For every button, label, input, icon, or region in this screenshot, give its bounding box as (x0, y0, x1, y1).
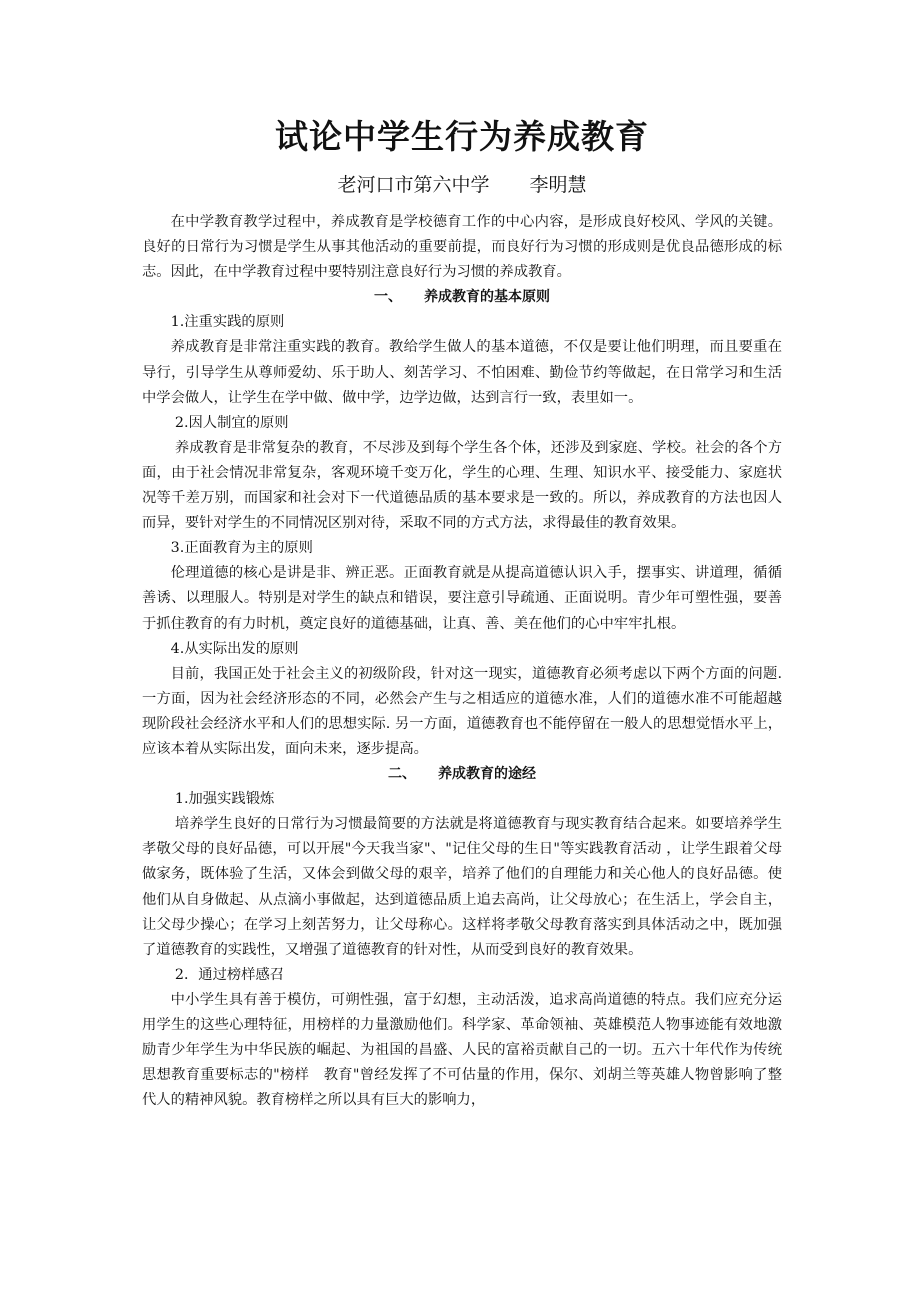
section-title: 养成教育的基本原则 (424, 289, 550, 306)
subsection-heading: 2.因人制宜的原则 (174, 414, 289, 431)
document-body (142, 112, 782, 1113)
document-title: 试论中学生行为养成教育 (275, 117, 649, 156)
author-name: 李明慧 (529, 174, 587, 196)
intro-paragraph: 在中学教育教学过程中，养成教育是学校德育工作的中心内容，是形成良好校风、学风的关键。良好的日常行为习惯是学生从事其他活动的重要前提，而良好行为习惯的形成则是优良品德形成的标志。因此，在中学教育过程中要特别注意良好行为习惯的养成教育。 (142, 214, 782, 281)
body-paragraph: 养成教育是非常注重实践的教育。教给学生做人的基本道德，不仅是要让他们明理，而且要重在导行，引导学生从尊师爱幼、乐于助人、刻苦学习、不怕困难、勤俭节约等做起，在日常学习和生活中学会做人，让学生在学中做、做中学，边学边做，达到言行一致，表里如一。 (142, 339, 782, 406)
subsection-heading: 1.注重实践的原则 (170, 314, 285, 331)
author-school: 老河口市第六中学 (337, 174, 490, 196)
subsection-heading: 2．通过榜样感召 (174, 966, 285, 983)
author-line (142, 168, 782, 202)
body-paragraph: 培养学生良好的日常行为习惯最简要的方法就是将道德教育与现实教育结合起来。如要培养学生孝敬父母的良好品德，可以开展"今天我当家"、"记住父母的生日"等实践教育活动 ，让学生跟着父母做家务，既体验了生活，又体会到做父母的艰辛，培养了他们的自理能力和关心他人的良好品德。使他们从自身做起、从点滴小事做起，达到道德品质上追去高尚，让父母放心；在生活上，学会自主，让父母少操心；在学习上刻苦努力，让父母称心。这样将孝敬父母教育落实到具体活动之中，既加强了道德教育的实践性，又增强了道德教育的针对性，从而受到良好的教育效果。 (142, 816, 782, 958)
body-paragraph: 养成教育是非常复杂的教育，不尽涉及到每个学生各个体，还涉及到家庭、学校。社会的各个方面，由于社会情况非常复杂，客观环境千变万化，学生的心理、生理、知识水平、接受能力、家庭状况等千差万别，而国家和社会对下一代道德品质的基本要求是一致的。所以，养成教育的方法也因人而异，要针对学生的不同情况区别对待，采取不同的方式方法，求得最佳的教育效果。 (142, 439, 782, 532)
section-number: 一、 (374, 289, 402, 306)
body-paragraph: 伦理道德的核心是讲是非、辨正恶。正面教育就是从提高道德认识入手，摆事实、讲道理，循循善诱、以理服人。特别是对学生的缺点和错误，要注意引导疏通、正面说明。青少年可塑性强，要善于抓住教育的有力时机，奠定良好的道德基础，让真、善、美在他们的心中牢牢扎根。 (142, 565, 782, 632)
section-heading-1 (142, 285, 782, 310)
subsection-heading: 1.加强实践锻炼 (174, 791, 275, 808)
section-title: 养成教育的途经 (438, 766, 536, 783)
subsection-heading: 4.从实际出发的原则 (170, 640, 299, 657)
body-paragraph: 中小学生具有善于模仿，可朔性强，富于幻想，主动活泼，追求高尚道德的特点。我们应充分运用学生的这些心理特征，用榜样的力量激励他们。科学家、革命领袖、英雄模范人物事迹能有效地激励青少年学生为中华民族的崛起、为祖国的昌盛、人民的富裕贡献自己的一切。五六十年代作为传统思想教育重要标志的"榜样 教育"曾经发挥了不可估量的作用，保尔、刘胡兰等英雄人物曾影响了整代人的精神风貌。教育榜样之所以具有巨大的影响力， (142, 991, 782, 1109)
body-paragraph: 目前，我国正处于社会主义的初级阶段，针对这一现实，道德教育必须考虑以下两个方面的问题. 一方面，因为社会经济形态的不同，必然会产生与之相适应的道德水准，人们的道德水准不可能超越现阶段社会经济水平和人们的思想实际. 另一方面，道德教育也不能停留在一般人的思想觉悟水平上，应该本着从实际出发，面向未来，逐步提高。 (142, 665, 782, 757)
subsection-heading: 3.正面教育为主的原则 (170, 540, 313, 557)
section-heading-2 (142, 762, 782, 787)
section-number: 二、 (388, 766, 416, 783)
